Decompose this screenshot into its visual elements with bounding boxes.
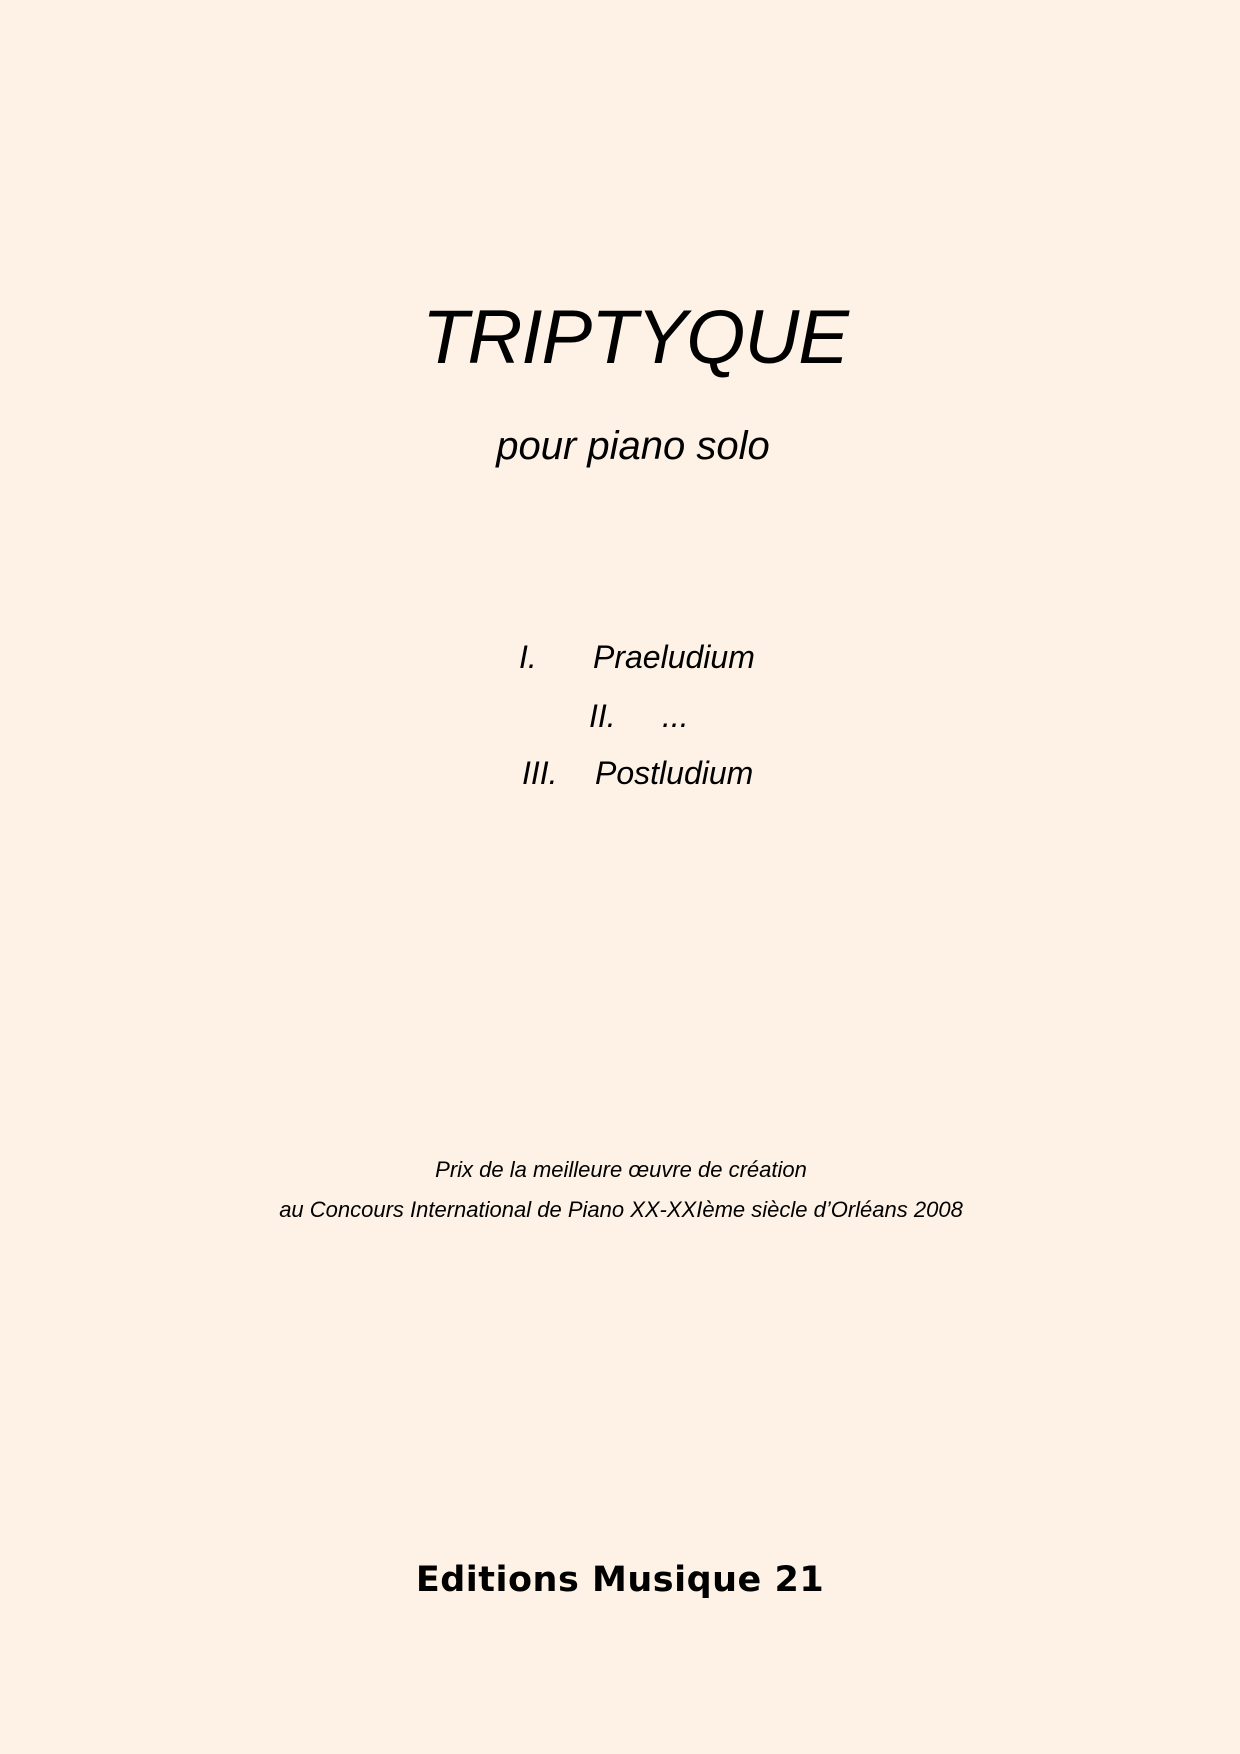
movement-title: ... [662, 698, 689, 734]
publisher-name: Editions Musique 21 [415, 1560, 825, 1600]
movement-title: Praeludium [593, 639, 755, 675]
movement-number: I. [519, 639, 537, 675]
page-subtitle: pour piano solo [496, 424, 770, 468]
movement-number: II. [589, 698, 616, 734]
page-title: TRIPTYQUE [422, 295, 848, 380]
prize-note-line-2: au Concours International de Piano XX-XXIème siècle d’Orléans 2008 [279, 1197, 963, 1222]
movement-title: Postludium [595, 755, 754, 791]
movement-number: III. [522, 755, 558, 791]
prize-note-line-1: Prix de la meilleure œuvre de création [435, 1157, 807, 1182]
